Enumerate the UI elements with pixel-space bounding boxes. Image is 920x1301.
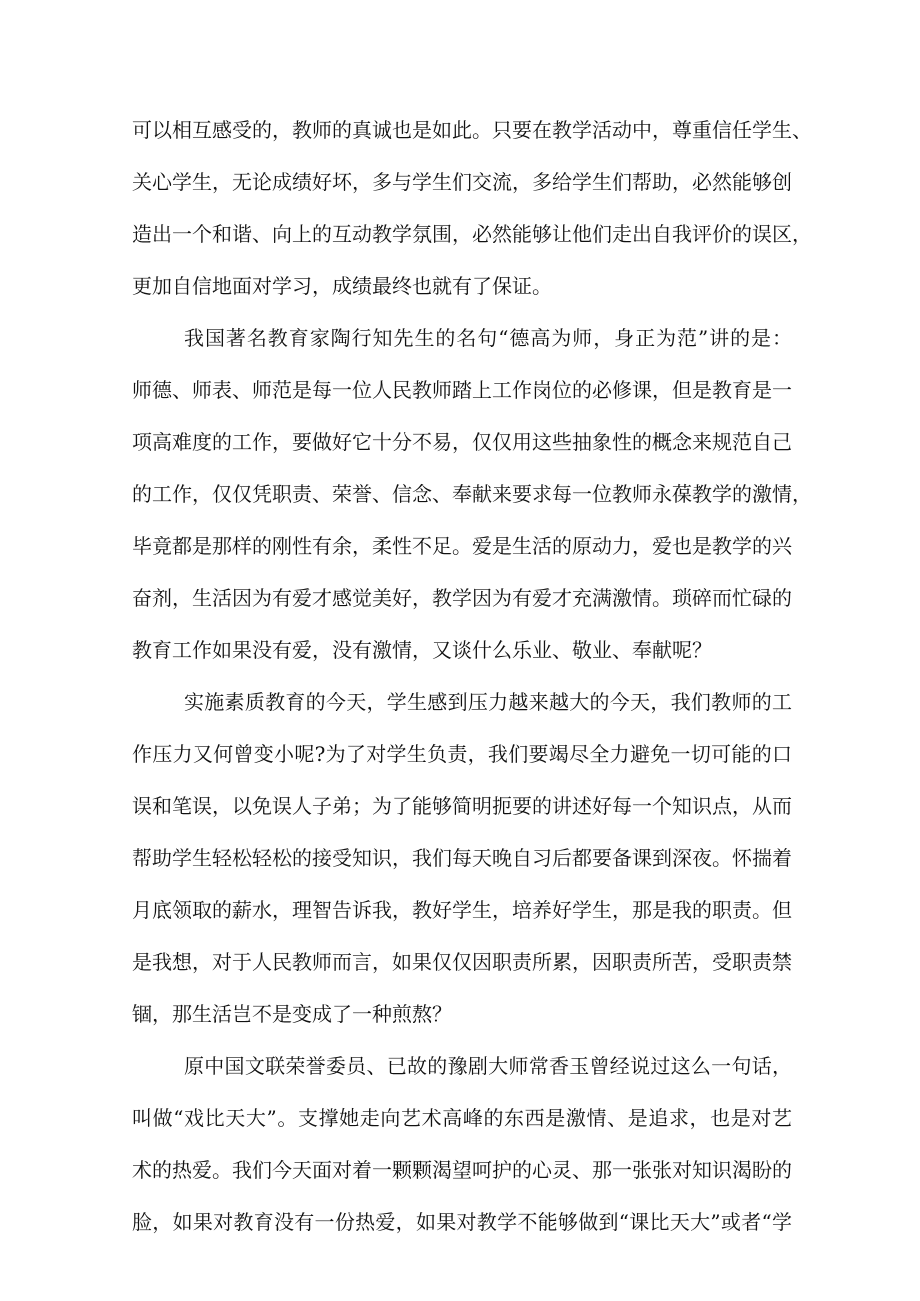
paragraph-1-line-1: 可以相互感受的，教师的真诚也是如此。只要在教学活动中，尊重信任学生、	[132, 118, 812, 142]
paragraph-4-line-4: 脸，如果对教育没有一份热爱，如果对教学不能够做到“课比天大”或者“学	[132, 1210, 792, 1234]
paragraph-1-line-3: 造出一个和谐、向上的互动教学氛围，必然能够让他们走出自我评价的误区，	[132, 222, 812, 246]
paragraph-2-line-3: 项高难度的工作，要做好它十分不易，仅仅用这些抽象性的概念来规范自己	[132, 430, 792, 454]
paragraph-2-line-2: 师德、师表、师范是每一位人民教师踏上工作岗位的必修课，但是教育是一	[132, 378, 792, 402]
paragraph-2-line-4: 的工作，仅仅凭职责、荣誉、信念、奉献来要求每一位教师永葆教学的激情，	[132, 482, 812, 506]
paragraph-2-line-7: 教育工作如果没有爱，没有激情，又谈什么乐业、敬业、奉献呢？	[132, 638, 712, 662]
paragraph-3-line-2: 作压力又何曾变小呢?为了对学生负责，我们要竭尽全力避免一切可能的口	[132, 742, 792, 766]
paragraph-3-line-7: 锢，那生活岂不是变成了一种煎熬？	[132, 1002, 452, 1026]
paragraph-2-line-6: 奋剂，生活因为有爱才感觉美好，教学因为有爱才充满激情。琐碎而忙碌的	[132, 586, 792, 610]
paragraph-3-line-1: 实施素质教育的今天，学生感到压力越来越大的今天，我们教师的工	[184, 690, 792, 714]
paragraph-1-line-4: 更加自信地面对学习，成绩最终也就有了保证。	[132, 274, 552, 298]
paragraph-1-line-2: 关心学生，无论成绩好坏，多与学生们交流，多给学生们帮助，必然能够创	[132, 170, 792, 194]
paragraph-3-line-4: 帮助学生轻松轻松的接受知识，我们每天晚自习后都要备课到深夜。怀揣着	[132, 846, 792, 870]
paragraph-3-line-3: 误和笔误，以免误人子弟；为了能够简明扼要的讲述好每一个知识点，从而	[132, 794, 792, 818]
paragraph-2-line-1: 我国著名教育家陶行知先生的名句“德高为师，身正为范”讲的是：	[184, 326, 792, 350]
paragraph-4-line-3: 术的热爱。我们今天面对着一颗颗渴望呵护的心灵、那一张张对知识渴盼的	[132, 1158, 792, 1182]
paragraph-2-line-5: 毕竟都是那样的刚性有余，柔性不足。爱是生活的原动力，爱也是教学的兴	[132, 534, 792, 558]
paragraph-3-line-5: 月底领取的薪水，理智告诉我，教好学生，培养好学生，那是我的职责。但	[132, 898, 792, 922]
paragraph-4-line-1: 原中国文联荣誉委员、已故的豫剧大师常香玉曾经说过这么一句话，	[184, 1054, 792, 1078]
paragraph-4-line-2: 叫做“戏比天大”。支撑她走向艺术高峰的东西是激情、是追求，也是对艺	[132, 1106, 792, 1130]
paragraph-3-line-6: 是我想，对于人民教师而言，如果仅仅因职责所累，因职责所苦，受职责禁	[132, 950, 792, 974]
